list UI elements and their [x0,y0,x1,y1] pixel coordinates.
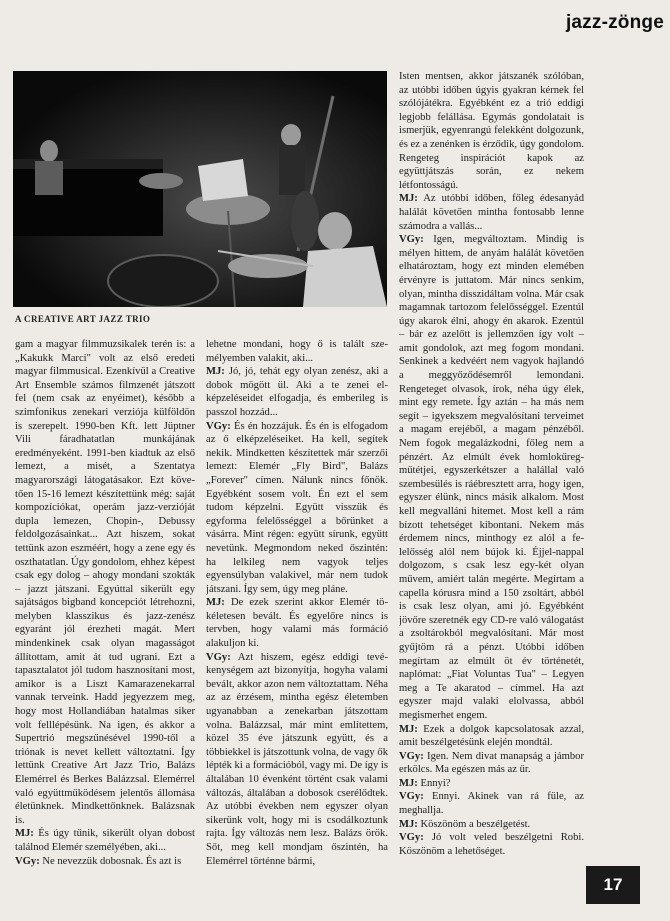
speaker-label: MJ: [399,193,418,205]
dialogue-line: VGy: Jó volt veled beszélgetni Robi. Köszönöm a lehetőséget. [399,832,584,857]
dialogue-line: VGy: Ennyi. Akinek van rá füle, az meghallja. [399,791,584,817]
speaker-label: VGy: [15,855,40,867]
dialogue-line: MJ: De ezek szerint akkor Elemér tökéletesen bevált. És egyelőre nincs is tervben, hogy valami más formáció alakuljon ki. [206,597,388,650]
paragraph: gam a magyar filmmuzsikalek terén is: a „Kakukk Marci" volt az első eredeti magyar filmmusical. Ezenkívül a Creative Art Ensemble számos filmzenét játszott fel (nem csak az enyéimet), később a szimfonikus zenekari verziója külföldön is szerepelt. 1990-ben Kft. lett Jüptner Vili fáradhatatlan munkájának eredményeként. 1991-ben kiadtuk az első lemezt, a misét, a Szentatya magyarországi látogatásakor. Ezt követően 15-16 lemezt készítettünk még: saját kompozíciókat, operám jazz-verzióját dupla lemezen, Chopin-, Debussy feldolgozásainkat... Azt hiszem, sokat tettünk azon eszméért, hogy a zene egy és oszthatatlan. Úgy gondolom, ehhez képest csak egy dolog – ahogy mondani szokták – jazzt játszani. Egyúttal sikerült egy sajátságos bigband koncepciót létrehozni, melyben klasszikus és jazz-zenész egyaránt jól érezheti magát. Mert mindenkinek csak olyan magasságot állítottam, amit át tud ugrani. Ezt a tapasztalatot jól tudom hasznosítani most, amikor is a Liszt Kamarazenekarral vannak terveink. Hadd jegyezzem meg, hogy most Hollandiában hatalmas siker volt felllépésünk. Na igen, és akkor a Supertrió megszűnésével 1990-től a triónak is nevet kellett változtatni. Így lettünk Creative Art Jazz Trio, Balázs Elemérrel és Berkes Balázzsal. Elemérrel való együttműködésem jelentős állomása életünknek. Mindkettőnknek. Balázsnak is. [15,339,195,826]
band-performance-image [13,71,387,307]
dialogue-line: VGy: És én hozzájuk. És én is elfogadom az ő elképzeléseiket. Ha kell, segítek nekik. Mindketten készítettek már szerzői lemezt: Elemér „Fly Bird", Balázs „Forever" címen. Nálunk nincs főnök. Egyébként sosem volt. Én ezt el sem tudom képzelni. Együtt visszük és egyforma felelősséggel a bőrünket a vásárra. Mint régen: együtt sírunk, együtt nevetünk. Megmondom neked őszintén: ha lelkileg nem vagyok teljes egyensúlyban valakivel, már nem tudok játszani. Így sem, úgy meg pláne. [206,420,388,595]
dialogue-line: MJ: Ennyi? [399,777,451,789]
speaker-label: MJ: [399,818,418,830]
speaker-label: MJ: [206,366,225,378]
dialogue-line: MJ: És úgy tűnik, sikerült olyan dobost találnod Elemér személyében, aki... [15,828,195,853]
trio-photo [13,71,387,307]
speaker-label: MJ: [399,723,418,735]
speaker-label: VGy: [206,420,231,432]
dialogue-line: MJ: Jó, jó, tehát egy olyan zenész, aki a dobok mögött ül. Aki a te zenei elképzeléseidet elfogadja, és emberileg is passzol hozzád... [206,366,388,418]
speaker-label: VGy: [399,750,424,762]
article-column-2 [206,338,388,868]
dialogue-line: VGy: Azt hiszem, egész eddigi tevékenységem azt bizonyítja, hogyha valami bevált, akkor azon nem változtattam. Néha az az érzésem, mintha egész életemben ugyanabban a zenekarban játszottam volna. Balázzsal, már mint említettem, közel 35 éve játszunk együtt, és a többiekkel is játszottunk volna, de vagy ők lépték ki a formációból, vagy mi. De így is általában 10 évenként történt csak valami változás, általában a dobosok cserélődtek. Az utóbbi években nem egyszer olyan sikerünk volt, hogy mi is csodálkoztunk rajta. Így változás nem lesz. Balázs örök. Sőt, meg kell mondjam őszintén, ha Elemérrel történne bármi, [206,651,388,867]
paragraph: Isten mentsen, akkor játszanék szólóban, az utóbbi időben úgyis gyakran kérnek fel szólójátékra. Egyébként ez a trió eddigi legjobb felállása. Egymás gondolatait is ismerjük, egyenrangú felekként dolgozunk, és ez a zenénken is érződik, úgy gondolom. Rengeteg inspirációt kapok az együttjátszás során, ez nekem létfontosságú. [399,71,584,191]
speaker-label: MJ: [15,828,34,840]
section-header: jazz-zönge [565,12,664,33]
speaker-label: MJ: [399,777,418,789]
speaker-label: VGy: [399,832,424,844]
page-number: 17 [586,866,640,904]
paragraph: lehetne mondani, hogy ő is talált személyemben valakit, aki... [206,339,388,364]
speaker-label: VGy: [399,234,424,246]
dialogue-line: VGy: Ne nevezzük dobosnak. És azt is [15,855,182,867]
dialogue-line: MJ: Ezek a dolgok kapcsolatosak azzal, amit beszélgetésünk elején mondtál. [399,723,584,749]
dialogue-line: MJ: Az utóbbi időben, főleg édesanyád halálát követően mintha fontosabb lenne számodra a vallás... [399,193,584,232]
dialogue-line: VGy: Igen. Nem divat manapság a jámbor erkölcs. Ma egészen más az űr. [399,750,584,776]
article-column-1 [15,338,195,868]
dialogue-line: VGy: Igen, megváltoztam. Mindig is mélyen hittem, de anyám halálát követően elhatároztam, hogy ezt minden elemében érvényre is juttatom. Már nincs senkim, olyan, mintha disszidáltam volna. Már csak magamnak tartozom felelősséggel. Ezentúl úgy akarok élni, ahogy én akarok. Ezentúl – bár ez azelőtt is jellemzően így volt – amit gondolok, azt meg fogom mondani. Senkinek a kedvéért nem vagyok hajlandó a meggyőződésemről lemondani. Rengeteget olvasok, írok, néha úgy élek, mint egy remete. Így aztán – ha más nem segít – igyekszem megvalósítani terveimet a magam erejéből, a magam pénzéből. Nem fogok megalázkodni, főleg nem a pénzért. Az elmúlt évek homlokűreg-műtétjei, egyszerkétszer a halállal való szembesülés is ráébresztett arra, hogy igen, egyszer élünk, nincs másik alkalom. Most kell megvalláni hitemet. Most kell a rám bízott tehetséget kibontani. Nekem más érdemem nincs, minthogy ez alól a felelősség alól nem bújok ki. Éjjel-nappal dolgozom, s csak lesz egy-két olyan művem, amiért talán megérte. Megírtam a capella kórusra mind a 150 zsoltárt, abból is csak lesz olyan, ami jó. Egyébként jövőre szeretnék egy CD-re való válogatást a zsoltárokból megvalósítani. Már most gyűjtöm rá a pénzt. Utóbbi időben megírtam az elmúlt öt év történetét, naplómat: „Fiat Voluntas Tua" – Legyen meg a Te akaratod – címmel. Ha azt egyszer majd valaki elolvassa, abból megismerhet engem. [399,234,584,721]
speaker-label: VGy: [206,651,231,663]
speaker-label: MJ: [206,597,225,609]
dialogue-line: MJ: Köszönöm a beszélgetést. [399,818,531,830]
speaker-label: VGy: [399,791,424,803]
article-column-3 [399,70,584,872]
photo-caption: A CREATIVE ART JAZZ TRIO [15,314,151,324]
